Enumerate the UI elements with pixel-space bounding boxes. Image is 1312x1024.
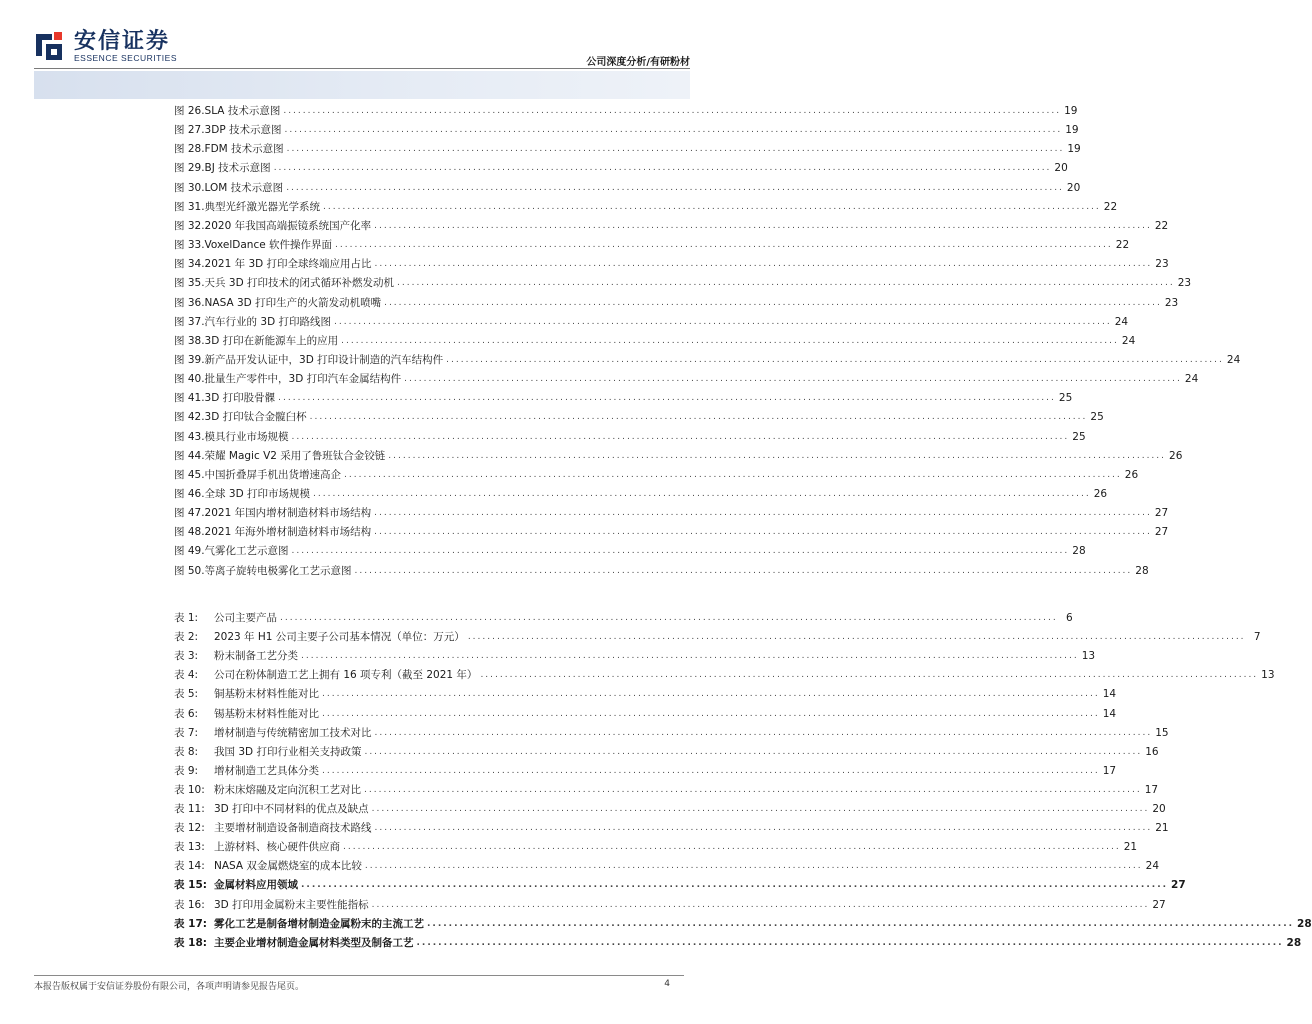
logo-english-name: ESSENCE SECURITIES [74, 53, 177, 63]
header-divider [34, 68, 690, 69]
dot-leader [364, 781, 1142, 799]
entry-page: 19 [1067, 143, 1081, 156]
entry-title: FDM 技术示意图 [204, 143, 284, 156]
entry-title: 荣耀 Magic V2 采用了鲁班钛合金铰链 [204, 449, 386, 462]
entry-title: 新产品开发认证中，3D 打印设计制造的汽车结构件 [204, 353, 444, 366]
entry-label: 图 49. [174, 545, 205, 558]
figure-entry[interactable] [174, 466, 1139, 484]
figure-entry[interactable] [174, 542, 1086, 560]
table-entry[interactable] [174, 743, 1159, 761]
entry-label: 表 17: [174, 917, 207, 930]
entry-title: 3D 打印钛合金髋臼杯 [204, 411, 307, 424]
dot-leader [374, 523, 1152, 541]
entry-label: 图 31. [174, 200, 205, 213]
dot-leader [278, 389, 1056, 407]
entry-label: 图 42. [174, 411, 205, 424]
entry-page: 27 [1154, 526, 1169, 539]
entry-title: NASA 双金属燃烧室的成本比较 [214, 860, 362, 873]
entry-title: 3D 打印在新能源车上的应用 [204, 334, 339, 347]
figure-entry[interactable] [174, 485, 1108, 503]
dot-leader [323, 198, 1101, 216]
entry-page: 24 [1145, 860, 1160, 873]
entry-page: 28 [1072, 545, 1086, 558]
entry-title: 3DP 技术示意图 [204, 124, 282, 137]
dot-leader [365, 857, 1143, 875]
entry-label: 图 43. [174, 430, 205, 443]
entry-title: 中国折叠屏手机出货增速高企 [204, 468, 342, 481]
entry-title: 2021 年 3D 打印全球终端应用占比 [204, 258, 372, 271]
entry-label: 图 46. [174, 488, 205, 500]
dot-leader [375, 819, 1153, 837]
entry-label: 图 33. [174, 239, 205, 252]
entry-page: 28 [1297, 917, 1312, 930]
entry-title: LOM 技术示意图 [204, 181, 284, 194]
entry-page: 20 [1066, 181, 1081, 194]
entry-page: 23 [1177, 277, 1192, 290]
table-entry[interactable] [174, 857, 1160, 875]
entry-title: 汽车行业的 3D 打印路线图 [204, 315, 331, 328]
entry-title: NASA 3D 打印生产的火箭发动机喷嘴 [204, 296, 382, 309]
entry-title: 粉末制备工艺分类 [214, 650, 298, 663]
figure-entry[interactable] [174, 523, 1169, 541]
entry-title: SLA 技术示意图 [204, 105, 281, 117]
dot-leader [343, 838, 1121, 856]
report-type-label: 公司深度分析/有研粉材 [586, 57, 690, 68]
entry-page: 22 [1103, 200, 1118, 213]
logo-mark-icon [32, 28, 66, 62]
dot-leader [372, 800, 1150, 818]
entry-page: 27 [1152, 898, 1166, 911]
entry-title: 模具行业市场规模 [204, 430, 289, 443]
figure-entry[interactable] [174, 159, 1068, 177]
dot-leader [335, 236, 1113, 254]
figure-entry[interactable] [174, 370, 1199, 388]
entry-title: 2021 年海外增材制造材料市场结构 [204, 526, 372, 539]
dot-leader [287, 140, 1065, 158]
entry-label: 图 48. [174, 526, 205, 539]
entry-title: 上游材料、核心硬件供应商 [214, 841, 340, 854]
dot-leader [372, 896, 1150, 914]
figure-entry[interactable] [174, 179, 1081, 197]
dot-leader [284, 121, 1062, 139]
entry-page: 7 [1253, 631, 1261, 644]
entry-label: 表 14: [174, 860, 205, 873]
dot-leader [341, 332, 1119, 350]
entry-title: 雾化工艺是制备增材制造金属粉末的主流工艺 [214, 917, 424, 930]
dot-leader [427, 915, 1294, 933]
entry-page: 13 [1261, 669, 1275, 682]
entry-label: 表 16: [174, 898, 205, 911]
table-entry[interactable] [174, 800, 1166, 818]
entry-title: 3D 打印用金属粉末主要性能指标 [214, 898, 369, 911]
entry-page: 27 [1154, 507, 1169, 520]
dot-leader [344, 466, 1122, 484]
table-entry[interactable] [174, 647, 1096, 665]
table-entry[interactable] [174, 819, 1169, 837]
entry-label: 表 10: [174, 783, 205, 796]
entry-page: 16 [1145, 745, 1159, 758]
entry-title: 2023 年 H1 公司主要子公司基本情况（单位：万元） [214, 631, 465, 644]
figure-entry[interactable] [174, 294, 1179, 312]
entry-title: 2021 年国内增材制造材料市场结构 [204, 507, 372, 520]
entry-page: 27 [1171, 879, 1186, 892]
entry-label: 表 3: [174, 650, 199, 663]
entry-page: 26 [1124, 468, 1139, 481]
table-entry[interactable] [174, 781, 1159, 799]
table-entry[interactable] [174, 609, 1073, 627]
entry-page: 19 [1065, 124, 1079, 137]
table-entry[interactable] [174, 838, 1138, 856]
entry-title: BJ 技术示意图 [204, 162, 271, 175]
figure-entry[interactable] [174, 408, 1104, 426]
dot-leader [375, 724, 1153, 742]
entry-title: 气雾化工艺示意图 [204, 545, 289, 558]
entry-page: 28 [1135, 564, 1149, 577]
entry-page: 25 [1072, 430, 1086, 443]
entry-title: 主要企业增材制造金属材料类型及制备工艺 [214, 936, 414, 949]
entry-page: 15 [1155, 726, 1169, 739]
entry-label: 表 5: [174, 688, 199, 701]
entry-title: 增材制造与传统精密加工技术对比 [214, 726, 372, 739]
dot-leader [286, 179, 1064, 197]
entry-page: 13 [1081, 650, 1096, 663]
entry-title: 我国 3D 打印行业相关支持政策 [214, 745, 362, 758]
header-band [34, 71, 690, 99]
entry-page: 24 [1226, 353, 1241, 366]
dot-leader [375, 255, 1153, 273]
entry-title: 主要增材制造设备制造商技术路线 [214, 822, 372, 835]
dot-leader [292, 542, 1070, 560]
table-entry[interactable] [174, 762, 1117, 780]
entry-label: 图 40. [174, 373, 205, 386]
entry-label: 图 27. [174, 124, 205, 137]
entry-title: 金属材料应用领域 [214, 879, 298, 892]
table-entry[interactable] [174, 666, 1275, 684]
entry-label: 图 41. [174, 392, 205, 405]
entry-label: 图 30. [174, 181, 205, 194]
entry-title: VoxelDance 软件操作界面 [204, 239, 333, 252]
dot-leader [301, 876, 1168, 894]
entry-page: 24 [1114, 315, 1129, 328]
entry-page: 26 [1093, 488, 1108, 500]
entry-title: 粉末床熔融及定向沉积工艺对比 [214, 783, 361, 796]
entry-page: 21 [1123, 841, 1138, 854]
dot-leader [446, 351, 1224, 369]
entry-page: 21 [1155, 822, 1169, 835]
entry-title: 典型光纤激光器光学系统 [204, 200, 321, 213]
table-entry[interactable] [174, 934, 1302, 952]
figure-entry[interactable] [174, 313, 1129, 331]
table-entry[interactable] [174, 685, 1117, 703]
dot-leader [480, 666, 1258, 684]
entry-page: 14 [1102, 688, 1117, 701]
entry-page: 19 [1064, 105, 1078, 117]
entry-label: 图 32. [174, 219, 205, 232]
entry-label: 图 34. [174, 258, 205, 271]
dot-leader [468, 628, 1246, 646]
table-entry[interactable] [174, 896, 1166, 914]
dot-leader [397, 274, 1175, 292]
dot-leader [313, 485, 1091, 503]
essence-securities-logo [30, 24, 190, 68]
dot-leader [384, 294, 1162, 312]
dot-leader [355, 562, 1133, 580]
entry-label: 图 28. [174, 143, 205, 156]
logo-chinese-name: 安信证券 [74, 29, 171, 54]
dot-leader [388, 447, 1166, 465]
entry-page: 22 [1115, 239, 1130, 252]
figure-entry[interactable] [174, 236, 1130, 254]
entry-title: 等离子旋转电极雾化工艺示意图 [204, 564, 352, 577]
entry-title: 锡基粉末材料性能对比 [214, 707, 319, 720]
entry-label: 图 50. [174, 564, 205, 577]
entry-page: 25 [1090, 411, 1104, 424]
figure-entry[interactable] [174, 102, 1078, 120]
entry-page: 20 [1054, 162, 1068, 175]
figure-entry[interactable] [174, 198, 1118, 216]
page-header [0, 0, 724, 100]
entry-page: 20 [1152, 803, 1166, 815]
figure-entry[interactable] [174, 389, 1073, 407]
entry-label: 表 1: [174, 612, 199, 624]
dot-leader [283, 102, 1061, 120]
entry-page: 22 [1154, 219, 1169, 232]
entry-label: 图 35. [174, 277, 205, 290]
footer-divider [34, 975, 684, 976]
table-entry[interactable] [174, 876, 1186, 894]
entry-label: 表 4: [174, 669, 199, 682]
figure-entry[interactable] [174, 274, 1192, 292]
dot-leader [301, 647, 1079, 665]
dot-leader [364, 743, 1142, 761]
entry-label: 表 6: [174, 707, 199, 720]
entry-label: 表 8: [174, 745, 199, 758]
entry-label: 表 15: [174, 879, 207, 892]
entry-label: 图 39. [174, 353, 205, 366]
entry-label: 图 44. [174, 449, 205, 462]
page-number: 4 [664, 979, 670, 989]
entry-title: 批量生产零件中，3D 打印汽车金属结构件 [204, 373, 402, 386]
entry-label: 表 9: [174, 764, 199, 777]
table-entry[interactable] [174, 705, 1117, 723]
entry-page: 28 [1286, 936, 1302, 949]
entry-label: 表 7: [174, 726, 199, 739]
figure-entry[interactable] [174, 255, 1169, 273]
entry-title: 全球 3D 打印市场规模 [204, 488, 310, 500]
entry-label: 表 13: [174, 841, 205, 854]
entry-label: 图 38. [174, 334, 205, 347]
table-entry[interactable] [174, 915, 1312, 933]
entry-page: 23 [1164, 296, 1179, 309]
entry-title: 3D 打印中不同材料的优点及缺点 [214, 803, 369, 815]
entry-label: 表 12: [174, 822, 205, 835]
entry-label: 图 29. [174, 162, 205, 175]
dot-leader [404, 370, 1182, 388]
entry-page: 14 [1102, 707, 1117, 720]
dot-leader [280, 609, 1058, 627]
entry-label: 图 45. [174, 468, 205, 481]
entry-title: 公司主要产品 [214, 612, 277, 624]
entry-page: 17 [1102, 764, 1117, 777]
figure-entry[interactable] [174, 140, 1081, 158]
entry-title: 2020 年我国高端振镜系统国产化率 [204, 219, 372, 232]
figure-entry[interactable] [174, 562, 1149, 580]
entry-label: 表 2: [174, 631, 199, 644]
entry-label: 图 36. [174, 296, 205, 309]
entry-title: 增材制造工艺具体分类 [214, 764, 319, 777]
entry-title: 3D 打印股骨髁 [204, 392, 276, 405]
table-entry[interactable] [174, 628, 1261, 646]
entry-title: 铜基粉末材料性能对比 [214, 688, 319, 701]
footer-disclaimer: 本报告版权属于安信证券股份有限公司，各项声明请参见报告尾页。 [34, 982, 305, 992]
entry-title: 公司在粉体制造工艺上拥有 16 项专利（截至 2021 年） [214, 669, 478, 682]
entry-page: 24 [1184, 373, 1199, 386]
entry-label: 图 26. [174, 105, 205, 117]
table-entry[interactable] [174, 724, 1169, 742]
figure-entry[interactable] [174, 351, 1241, 369]
dot-leader [310, 408, 1088, 426]
entry-label: 图 37. [174, 315, 205, 328]
dot-leader [417, 934, 1284, 952]
dot-leader [322, 762, 1100, 780]
figure-entry[interactable] [174, 504, 1169, 522]
dot-leader [322, 705, 1100, 723]
entry-label: 表 18: [174, 936, 207, 949]
dot-leader [274, 159, 1052, 177]
figure-entry[interactable] [174, 332, 1136, 350]
entry-page: 17 [1144, 783, 1159, 796]
dot-leader [322, 685, 1100, 703]
entry-page: 25 [1058, 392, 1073, 405]
entry-title: 天兵 3D 打印技术的闭式循环补燃发动机 [204, 277, 394, 290]
entry-label: 表 11: [174, 803, 205, 815]
figure-entry[interactable] [174, 428, 1086, 446]
dot-leader [374, 217, 1152, 235]
figure-entry[interactable] [174, 447, 1183, 465]
dot-leader [292, 428, 1070, 446]
entry-page: 24 [1121, 334, 1136, 347]
entry-page: 23 [1155, 258, 1169, 271]
entry-label: 图 47. [174, 507, 205, 520]
entry-page: 6 [1066, 612, 1073, 624]
figure-entry[interactable] [174, 121, 1079, 139]
dot-leader [374, 504, 1152, 522]
figure-entry[interactable] [174, 217, 1169, 235]
dot-leader [334, 313, 1112, 331]
entry-page: 26 [1169, 449, 1183, 462]
